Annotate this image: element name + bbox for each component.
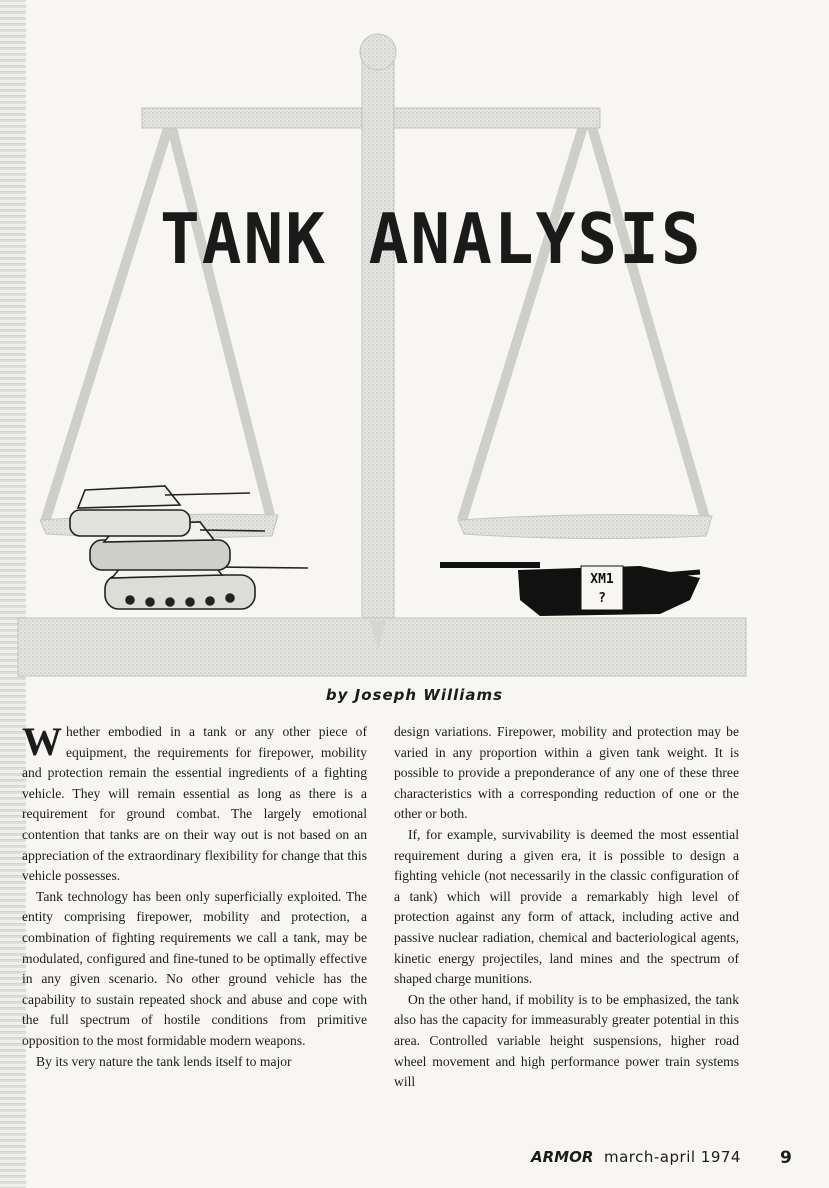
left-pan-cords: [45, 128, 270, 522]
xm1-label: XM1: [590, 572, 614, 587]
article-title: TANK ANALYSIS: [160, 199, 703, 280]
issue-date: march-april 1974: [604, 1148, 741, 1166]
scale-pillar: [362, 44, 394, 620]
magazine-name: ARMOR: [531, 1148, 594, 1166]
paragraph: Tank technology has been only superficially exploited. The entity comprising firepower, mobility and protection, a combination of fighting requirements we call a tank, may be modulated, configured and fine-tuned to be optimally effective in any given scenario. No other ground vehicle has the capability to sustain repeated shock and abuse and cope with the full spectrum of hostile conditions from primitive opposition to the most formidable modern weapons.: [22, 888, 367, 1048]
page-footer: [0, 1148, 829, 1170]
page-number: 9: [780, 1148, 792, 1168]
right-pan: [458, 515, 712, 539]
paragraph: By its very nature the tank lends itself to major: [36, 1053, 292, 1069]
paragraph: If, for example, survivability is deemed the most essential requirement during a given era, it is possible to design a fighting vehicle (not necessarily in the classic configuration of a tank) which will provide a remarkably high level of protection against any form of attack, including active and passive nuclear radiation, chemical and bacteriological agents, kinetic energy projectiles, land mines and the spectrum of shaped charge munitions.: [394, 826, 739, 987]
pivot: [360, 34, 396, 70]
xm1-tank: [440, 562, 700, 616]
paragraph: On the other hand, if mobility is to be emphasized, the tank also has the capacity for immeasurably greater potential in this area. Controlled variable height suspensions, higher road wheel movement and high performance power train systems will: [394, 991, 739, 1090]
byline: by Joseph Williams: [325, 686, 504, 704]
right-pan-cords: [462, 120, 705, 520]
paragraph-text: hether embodied in a tank or any other piece of equipment, the requirements for firepower, mobility and protection remain the essential ingredients of a fighting vehicle. They will remain essential as long as there is a requirement for ground combat. The largely emotional contention that tanks are on their way out is not based on an appreciation of the extraordinary flexibility for change that this vehicle possesses.: [22, 724, 367, 884]
paragraph: design variations. Firepower, mobility and protection may be varied in any proportion within a given tank weight. It is possible to provide a preponderance of any one of these three characteristics with a corresponding reduction of one or the other or both.: [394, 724, 739, 822]
xm1-question-mark: ?: [598, 591, 606, 606]
dropcap: W: [22, 719, 62, 764]
right-column: [394, 722, 739, 1093]
paragraph: [22, 719, 367, 887]
left-column: [22, 719, 367, 1072]
